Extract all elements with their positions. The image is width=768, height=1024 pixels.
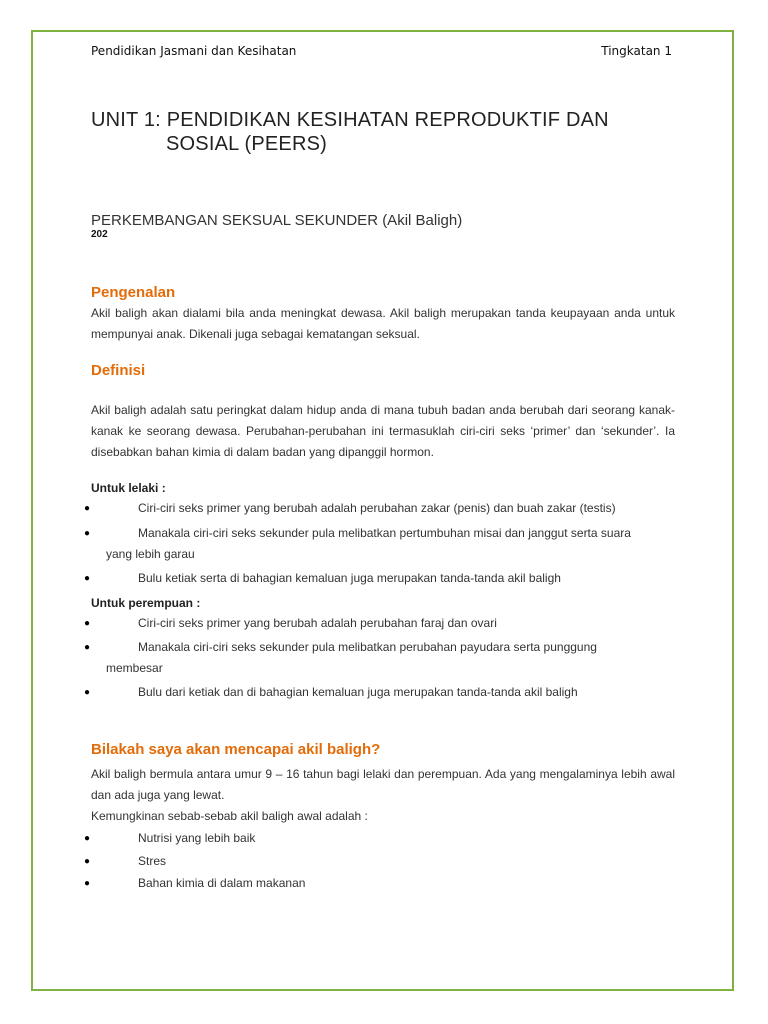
list-item-text: Bulu dari ketiak dan di bahagian kemaluan juga merupakan tanda-tanda akil baligh bbox=[138, 685, 578, 699]
heading-definisi: Definisi bbox=[91, 362, 146, 379]
heading-bilakah: Bilakah saya akan mencapai akil baligh? bbox=[91, 741, 381, 758]
heading-untuk-lelaki: Untuk lelaki : bbox=[91, 481, 166, 495]
list-item-text: Nutrisi yang lebih baik bbox=[138, 831, 256, 845]
bullet-icon: ● bbox=[84, 878, 91, 889]
section-subtitle: PERKEMBANGAN SEKSUAL SEKUNDER (Akil Baligh) bbox=[91, 212, 463, 229]
bullet-icon: ● bbox=[84, 573, 91, 584]
bullet-icon: ● bbox=[84, 642, 91, 653]
heading-untuk-perempuan: Untuk perempuan : bbox=[91, 596, 201, 610]
list-item bbox=[84, 873, 684, 894]
header-subject: Pendidikan Jasmani dan Kesihatan bbox=[91, 44, 297, 58]
list-item-text: Manakala ciri-ciri seks sekunder pula melibatkan pertumbuhan misai dan janggut serta suara yang lebih garau bbox=[106, 526, 631, 561]
list-item-text: Manakala ciri-ciri seks sekunder pula melibatkan perubahan payudara serta punggung membesar bbox=[106, 640, 597, 675]
bilakah-intro: Kemungkinan sebab-sebab akil baligh awal adalah : bbox=[91, 809, 368, 823]
list-item-text: Bulu ketiak serta di bahagian kemaluan juga merupakan tanda-tanda akil baligh bbox=[138, 571, 561, 585]
unit-title bbox=[91, 108, 609, 156]
bullet-icon: ● bbox=[84, 833, 91, 844]
heading-pengenalan: Pengenalan bbox=[91, 284, 176, 301]
list-item bbox=[84, 637, 684, 679]
bilakah-text: Akil baligh bermula antara umur 9 – 16 tahun bagi lelaki dan perempuan. Ada yang mengalaminya lebih awal dan ada juga yang lewat. bbox=[91, 767, 675, 802]
bullet-icon: ● bbox=[84, 528, 91, 539]
list-item bbox=[84, 682, 684, 703]
list-item bbox=[84, 523, 684, 565]
list-item bbox=[84, 568, 684, 589]
list-item-text: Bahan kimia di dalam makanan bbox=[138, 876, 306, 890]
unit-title-line2: SOSIAL (PEERS) bbox=[166, 133, 327, 155]
definisi-text: Akil baligh adalah satu peringkat dalam hidup anda di mana tubuh badan anda berubah dari seorang kanak-kanak ke seorang dewasa. Perubahan-perubahan ini termasuklah ciri-ciri seks ‘primer’ dan ‘sekunder’. Ia disebabkan bahan kimia di dalam badan yang dipanggil hormon. bbox=[91, 403, 675, 459]
list-item-text: Ciri-ciri seks primer yang berubah adalah perubahan zakar (penis) dan buah zakar (testis) bbox=[138, 501, 616, 515]
header-level: Tingkatan 1 bbox=[601, 44, 672, 58]
page-number: 202 bbox=[91, 229, 108, 240]
bullet-icon: ● bbox=[84, 503, 91, 514]
list-item-text: Stres bbox=[138, 854, 167, 868]
list-item bbox=[84, 613, 684, 634]
pengenalan-text: Akil baligh akan dialami bila anda meningkat dewasa. Akil baligh merupakan tanda keupayaan anda untuk mempunyai anak. Dikenali juga sebagai kematangan seksual. bbox=[91, 306, 675, 341]
list-item bbox=[84, 498, 684, 519]
bullet-icon: ● bbox=[84, 856, 91, 867]
bullet-icon: ● bbox=[84, 687, 91, 698]
list-item-text: Ciri-ciri seks primer yang berubah adalah perubahan faraj dan ovari bbox=[138, 616, 497, 630]
bullet-icon: ● bbox=[84, 618, 91, 629]
list-item bbox=[84, 851, 684, 872]
unit-title-line1: UNIT 1: PENDIDIKAN KESIHATAN REPRODUKTIF DAN bbox=[91, 109, 609, 131]
list-item bbox=[84, 828, 684, 849]
